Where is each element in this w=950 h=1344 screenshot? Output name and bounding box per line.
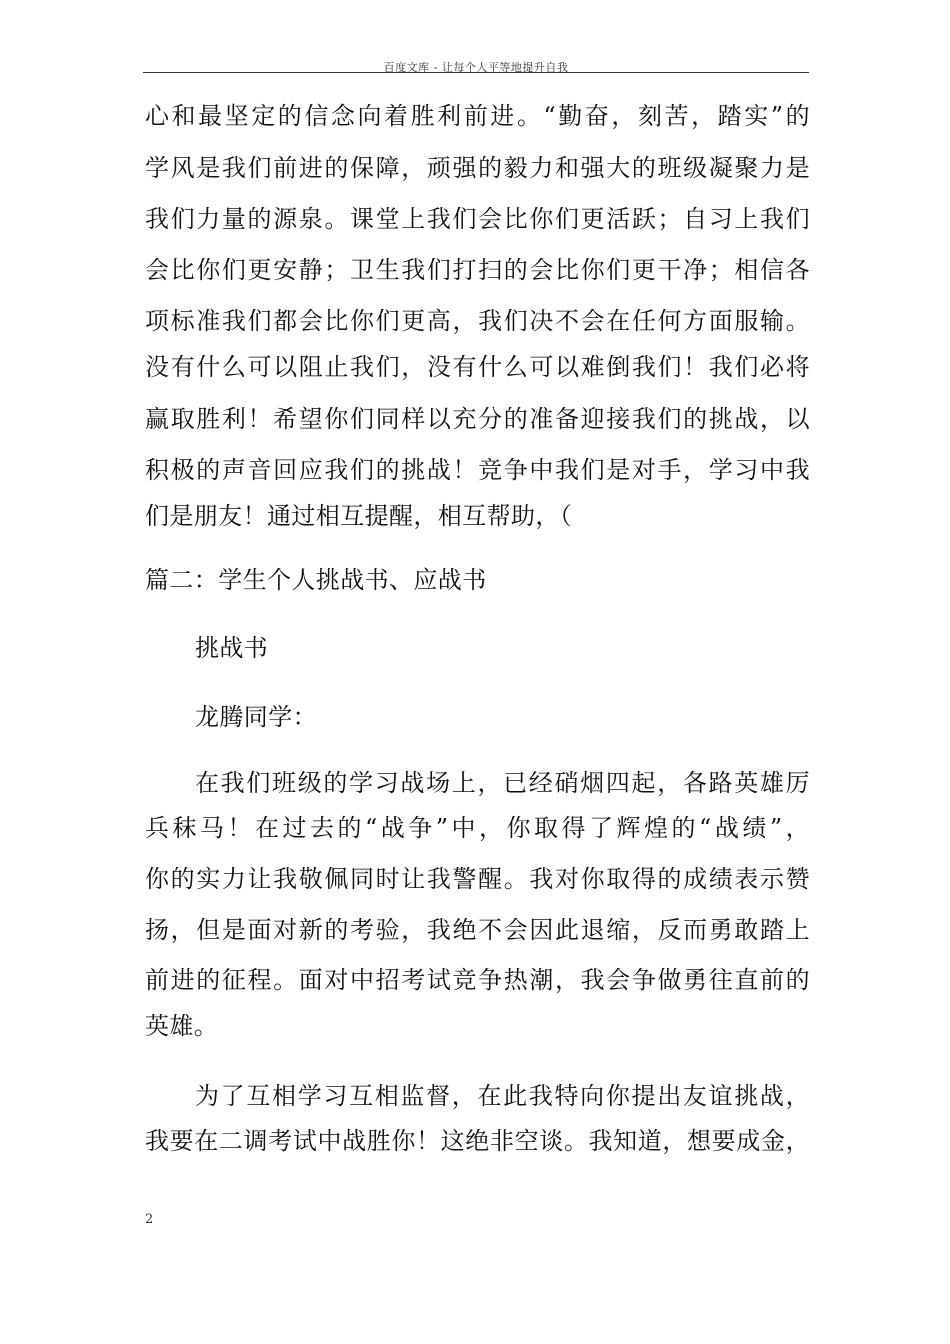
page-header: [143, 56, 809, 73]
text-line: 我们力量的源泉。课堂上我们会比你们更活跃；自习上我们: [145, 205, 810, 233]
letter-title: 挑战书: [195, 634, 269, 662]
page-number: 2: [145, 1212, 154, 1227]
text-line: 会比你们更安静；卫生我们打扫的会比你们更干净；相信各: [145, 256, 810, 284]
text-line: 项标准我们都会比你们更高，我们决不会在任何方面服输。: [145, 307, 810, 335]
text-line: 兵秣马！在过去的“战争”中，你取得了辉煌的“战绩”，: [145, 814, 810, 842]
text-line: 在我们班级的学习战场上，已经硝烟四起，各路英雄厉: [195, 769, 810, 797]
text-line: 扬，但是面对新的考验，我绝不会因此退缩，反而勇敢踏上: [145, 916, 810, 944]
text-line: 没有什么可以阻止我们，没有什么可以难倒我们！我们必将: [145, 353, 810, 381]
text-line: 心和最坚定的信念向着胜利前进。“勤奋，刻苦，踏实”的: [145, 102, 810, 130]
text-line: 前进的征程。面对中招考试竞争热潮，我会争做勇往直前的: [145, 966, 810, 994]
text-line: 们是朋友！通过相互提醒，相互帮助，（: [145, 502, 573, 530]
salutation: 龙腾同学：: [195, 703, 317, 731]
text-line: 英雄。: [145, 1012, 219, 1040]
header-text: 百度文库 - 让每个人平等地提升自我: [383, 61, 569, 74]
text-line: 你的实力让我敬佩同时让我警醒。我对你取得的成绩表示赞: [145, 865, 810, 893]
text-line: 学风是我们前进的保障，顽强的毅力和强大的班级凝聚力是: [145, 154, 810, 182]
section-title: 篇二：学生个人挑战书、应战书: [145, 566, 487, 594]
text-line: 赢取胜利！希望你们同样以充分的准备迎接我们的挑战，以: [145, 405, 810, 433]
text-line: 积极的声音回应我们的挑战！竞争中我们是对手，学习中我: [145, 456, 810, 484]
text-line: 我要在二调考试中战胜你！这绝非空谈。我知道，想要成金，: [145, 1127, 810, 1155]
text-line: 为了互相学习互相监督，在此我特向你提出友谊挑战，: [195, 1082, 810, 1110]
